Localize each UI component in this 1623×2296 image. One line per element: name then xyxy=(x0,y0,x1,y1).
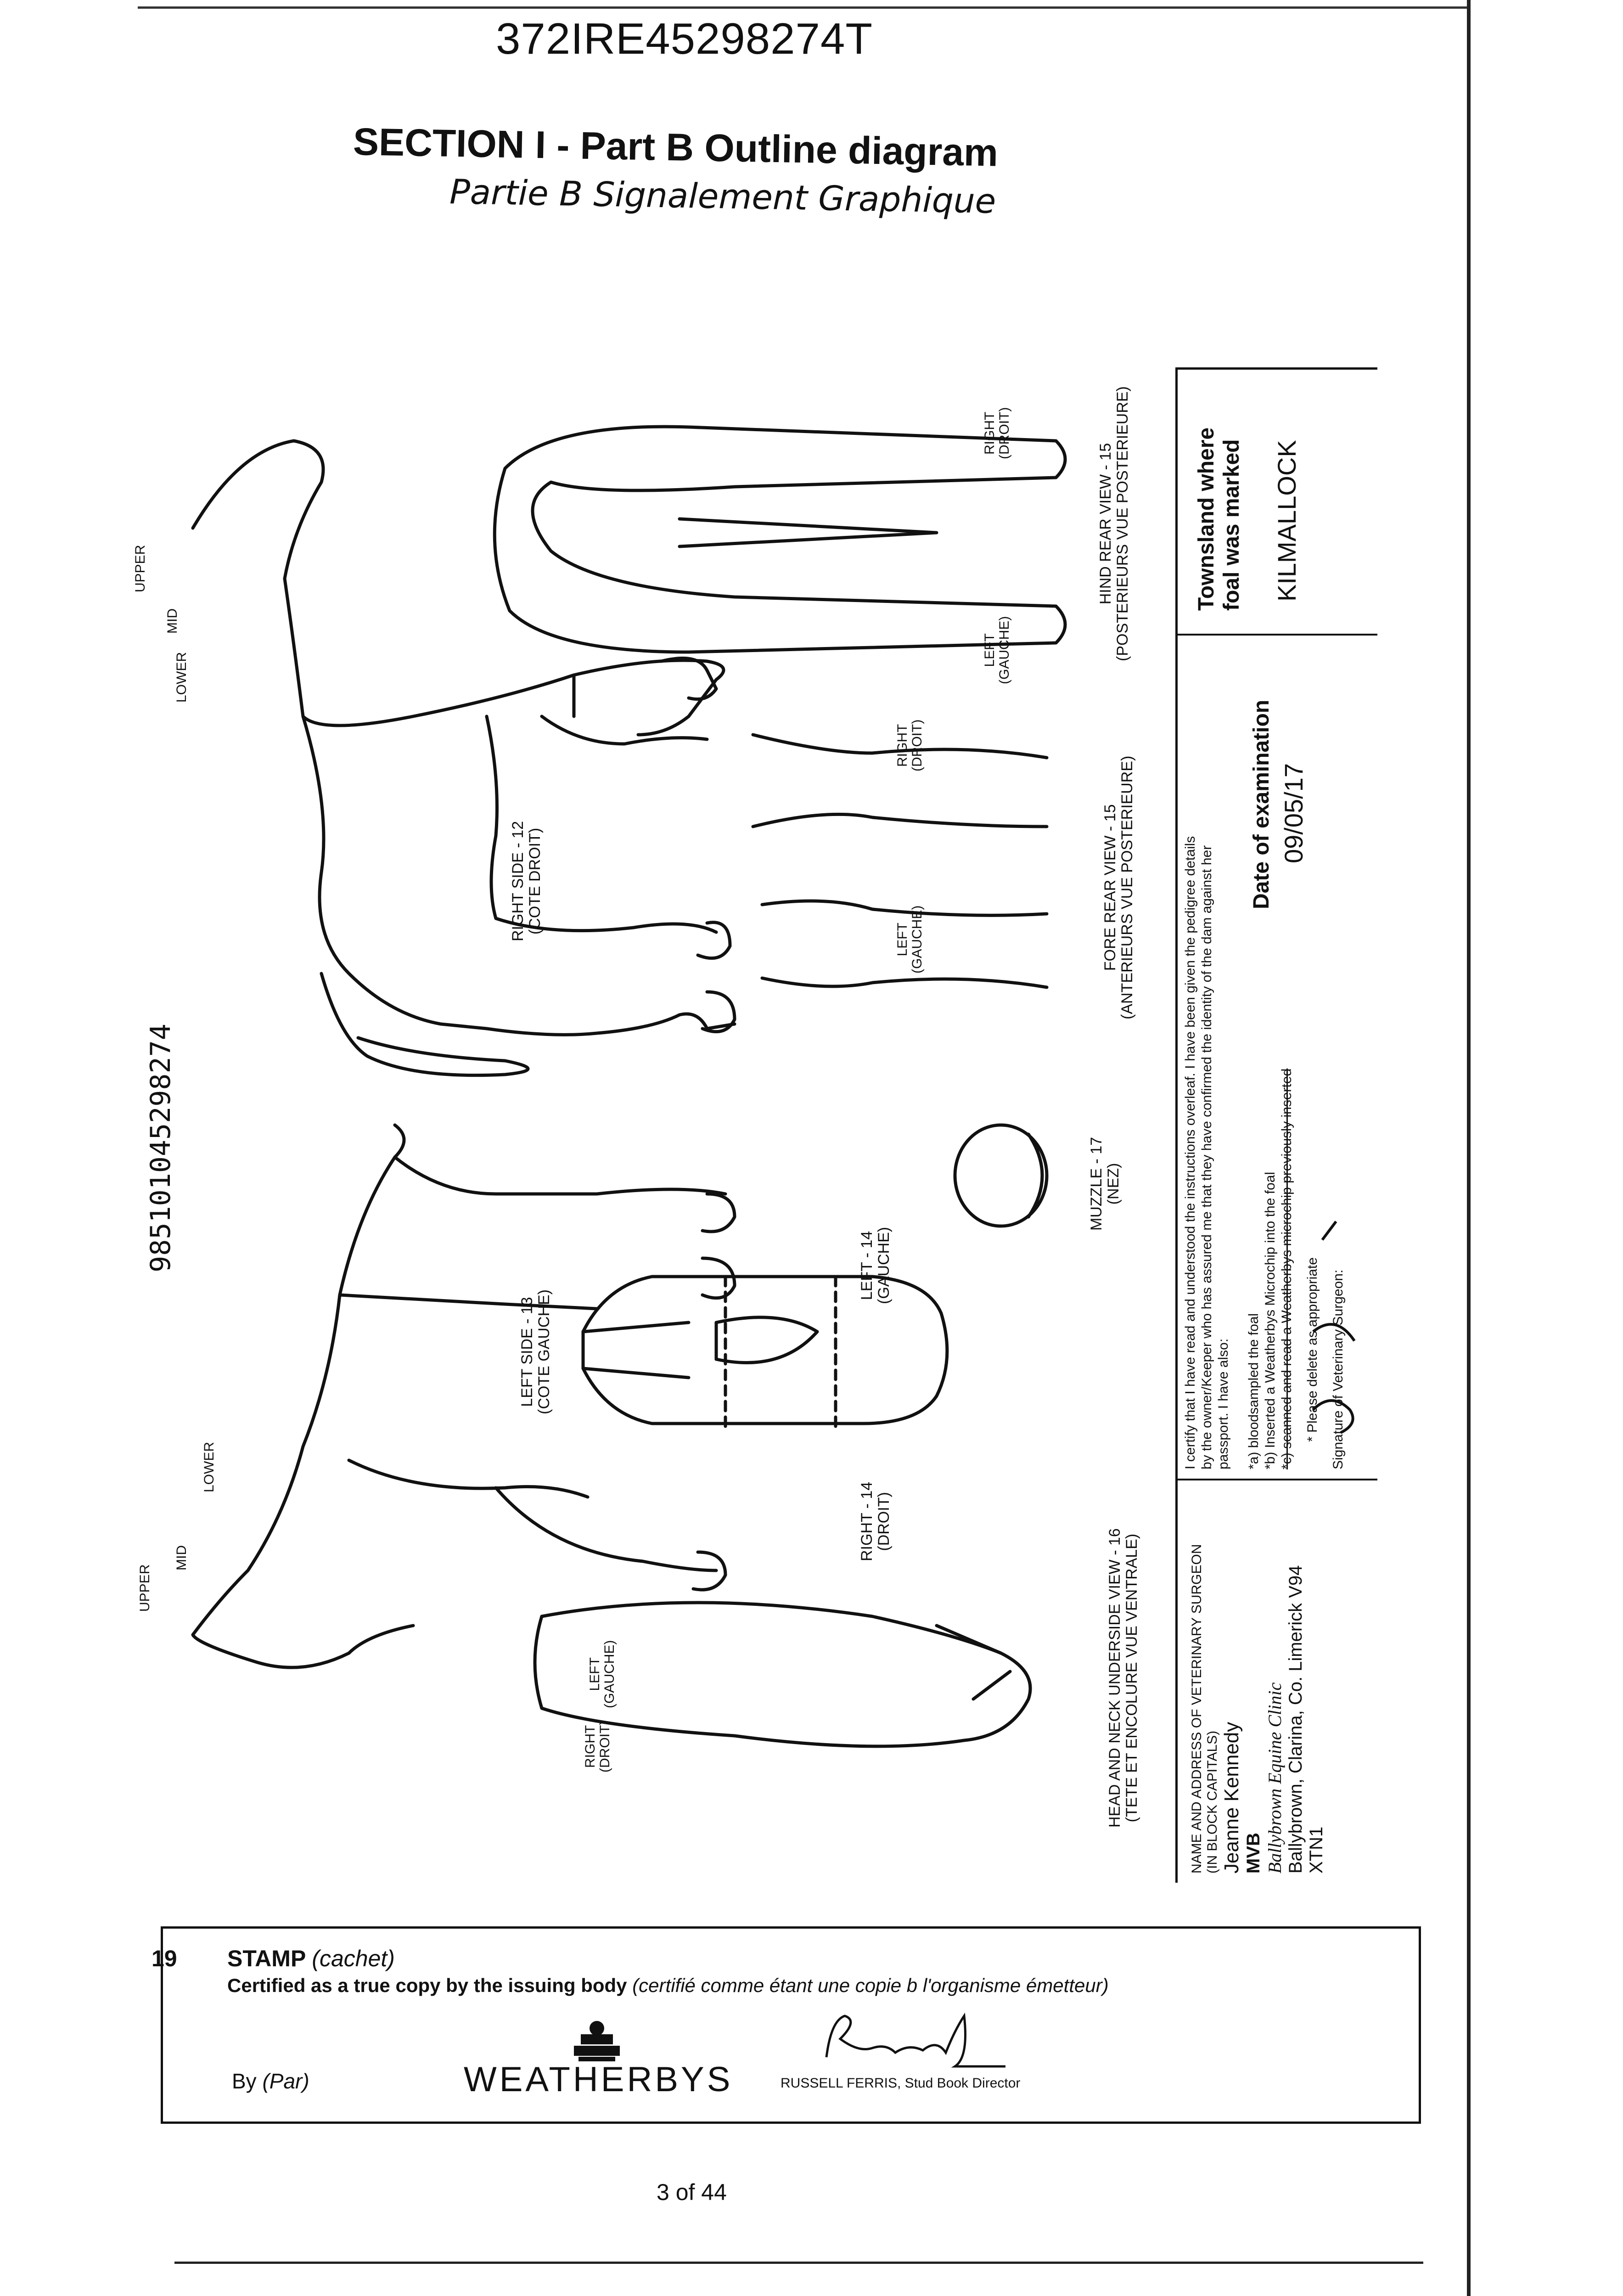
hind-left-title-fr: (GAUCHE) xyxy=(996,616,1012,684)
townland-value: KILMALLOCK xyxy=(1272,440,1301,602)
vet-clinic: Ballybrown Equine Clinic xyxy=(1264,1682,1285,1874)
right-14-title: RIGHT - 14 xyxy=(858,1481,876,1561)
fore-right-title: RIGHT xyxy=(895,724,910,767)
cert-line-1: I certify that I have read and understood the instructions overleaf. I have been given the pedigree details xyxy=(1183,836,1198,1469)
page-top-border xyxy=(138,6,1469,9)
document-id: 372IRE45298274T xyxy=(496,14,873,63)
cert-option-b: *b) Inserted a Weatherbys Microchip into the foal xyxy=(1263,1171,1278,1469)
certified-true-copy-fr: (certifié comme étant une copie b l'organisme émetteur) xyxy=(632,1975,1109,1996)
vet-signature xyxy=(1295,1194,1377,1442)
mid-label-left: MID xyxy=(174,1545,189,1570)
form-divider-townland xyxy=(1175,634,1377,636)
fore-left-title-fr: (GAUCHE) xyxy=(909,905,925,974)
fore-left-label xyxy=(895,906,924,974)
upper-label-right: UPPER xyxy=(133,545,148,592)
page-right-border xyxy=(1467,0,1471,2296)
exam-date-label: Date of examination xyxy=(1249,699,1274,909)
stamp-title xyxy=(227,1945,395,1972)
right-side-title: RIGHT SIDE - 12 xyxy=(509,821,527,941)
muzzle-title-fr: (NEZ) xyxy=(1105,1163,1123,1205)
hind-rear-title: HIND REAR VIEW - 15 xyxy=(1097,443,1114,605)
lower-label-left: LOWER xyxy=(202,1441,217,1492)
left-14-title-fr: (GAUCHE) xyxy=(875,1227,893,1304)
exam-date-block xyxy=(1249,700,1309,909)
fore-left-title: LEFT xyxy=(895,923,910,957)
section-title: SECTION I - Part B Outline diagram xyxy=(353,119,999,174)
neck-left-title-fr: (GAUCHE) xyxy=(601,1640,617,1708)
left-side-label xyxy=(519,1289,553,1414)
left-side-horse-outline xyxy=(193,1125,735,1667)
stamp-title-fr: (cachet) xyxy=(312,1946,395,1971)
form-divider-left xyxy=(1175,367,1178,1883)
stamp-number: 19 xyxy=(152,1946,177,1971)
hind-right-label xyxy=(983,407,1011,459)
weatherbys-crest-icon xyxy=(565,2018,629,2064)
head-neck-title-fr: (TETE ET ENCOLURE VUE VENTRALE) xyxy=(1123,1533,1141,1823)
neck-left-label xyxy=(588,1640,617,1708)
right-side-horse-outline xyxy=(193,441,735,1075)
neck-right-label xyxy=(583,1721,612,1773)
vet-heading: NAME AND ADDRESS OF VETERINARY SURGEON xyxy=(1189,1544,1204,1874)
left-side-title: LEFT SIDE - 13 xyxy=(518,1297,536,1407)
certified-true-copy xyxy=(227,1975,1109,1997)
stamp-title-en: STAMP xyxy=(227,1946,306,1971)
hind-rear-label xyxy=(1097,386,1132,661)
horse-outline-diagram xyxy=(138,358,1148,1874)
fore-right-title-fr: (DROIT) xyxy=(909,719,925,771)
hind-left-label xyxy=(983,616,1011,684)
vet-qualification: MVB xyxy=(1243,1833,1264,1874)
vet-heading-2: (IN BLOCK CAPITALS) xyxy=(1205,1730,1220,1874)
muzzle-outline xyxy=(955,1125,1047,1226)
vet-postcode: XTN1 xyxy=(1306,1826,1326,1874)
hind-rear-view-outline xyxy=(494,427,1065,652)
side-barcode-number: 985101045298274 xyxy=(145,1024,177,1272)
director-name: RUSSELL FERRIS, Stud Book Director xyxy=(781,2076,1021,2091)
muzzle-title: MUZZLE - 17 xyxy=(1088,1137,1105,1231)
fore-right-label xyxy=(895,720,924,771)
cert-option-a: *a) bloodsampled the foal xyxy=(1246,1313,1261,1469)
fore-rear-title-fr: (ANTERIEURS VUE POSTERIEURE) xyxy=(1118,755,1136,1019)
neck-left-title: LEFT xyxy=(587,1657,602,1691)
hind-left-title: LEFT xyxy=(982,633,997,667)
mid-label-right: MID xyxy=(165,608,180,634)
head-neck-title: HEAD AND NECK UNDERSIDE VIEW - 16 xyxy=(1106,1528,1123,1828)
right-side-label xyxy=(510,821,544,941)
page-bottom-border xyxy=(174,2262,1423,2264)
by-label-en: By xyxy=(232,2069,257,2093)
signature-label: Signature of Veterinary Surgeon: xyxy=(1331,1269,1346,1469)
hind-right-title: RIGHT xyxy=(982,411,997,455)
fore-rear-label xyxy=(1102,756,1136,1019)
lower-label-right: LOWER xyxy=(174,652,189,703)
exam-date-value: 09/05/17 xyxy=(1279,763,1308,863)
vet-block xyxy=(1189,1544,1327,1874)
hind-right-title-fr: (DROIT) xyxy=(996,407,1012,459)
right-14-title-fr: (DROIT) xyxy=(875,1492,893,1551)
neck-right-title-fr: (DROIT) xyxy=(597,1720,612,1773)
by-label xyxy=(232,2069,309,2093)
right-side-title-fr: (COTE DROIT) xyxy=(526,827,544,935)
by-label-fr: (Par) xyxy=(262,2069,309,2093)
director-signature xyxy=(817,2002,1010,2076)
neck-right-title: RIGHT xyxy=(583,1725,598,1768)
vet-address: Ballybrown, Clarina, Co. Limerick V94 xyxy=(1286,1565,1306,1874)
cert-option-c: *c) scanned and read a Weatherbys microchip previously inserted xyxy=(1279,1068,1294,1469)
townland-label: Townsland where xyxy=(1194,427,1219,611)
fore-rear-title: FORE REAR VIEW - 15 xyxy=(1101,804,1119,971)
head-neck-label xyxy=(1106,1528,1141,1828)
cert-line-3: passport. I have also: xyxy=(1216,1338,1231,1469)
townland-label-2: foal was marked xyxy=(1219,439,1244,611)
certified-true-copy-en: Certified as a true copy by the issuing body xyxy=(227,1975,627,1996)
cert-line-2: by the owner/Keeper who has assured me that they have confirmed the identity of the dam against her xyxy=(1199,845,1214,1469)
form-divider-vet xyxy=(1175,1479,1377,1480)
form-divider-top xyxy=(1175,367,1377,370)
left-side-title-fr: (COTE GAUCHE) xyxy=(535,1289,553,1414)
vet-name: Jeanne Kennedy xyxy=(1220,1722,1243,1874)
cert-note: * Please delete as appropriate xyxy=(1305,1257,1320,1442)
page-number: 3 of 44 xyxy=(657,2179,727,2205)
right-14-label xyxy=(859,1482,893,1561)
left-14-title: LEFT - 14 xyxy=(858,1231,876,1300)
hind-rear-title-fr: (POSTERIEURS VUE POSTERIEURE) xyxy=(1114,386,1132,661)
weatherbys-brand: WEATHERBYS xyxy=(464,2060,733,2099)
muzzle-label xyxy=(1088,1137,1123,1231)
left-14-label xyxy=(859,1227,893,1304)
section-subtitle: Partie B Signalement Graphique xyxy=(449,172,996,221)
townland-block xyxy=(1194,428,1302,611)
upper-label-left: UPPER xyxy=(137,1564,152,1612)
